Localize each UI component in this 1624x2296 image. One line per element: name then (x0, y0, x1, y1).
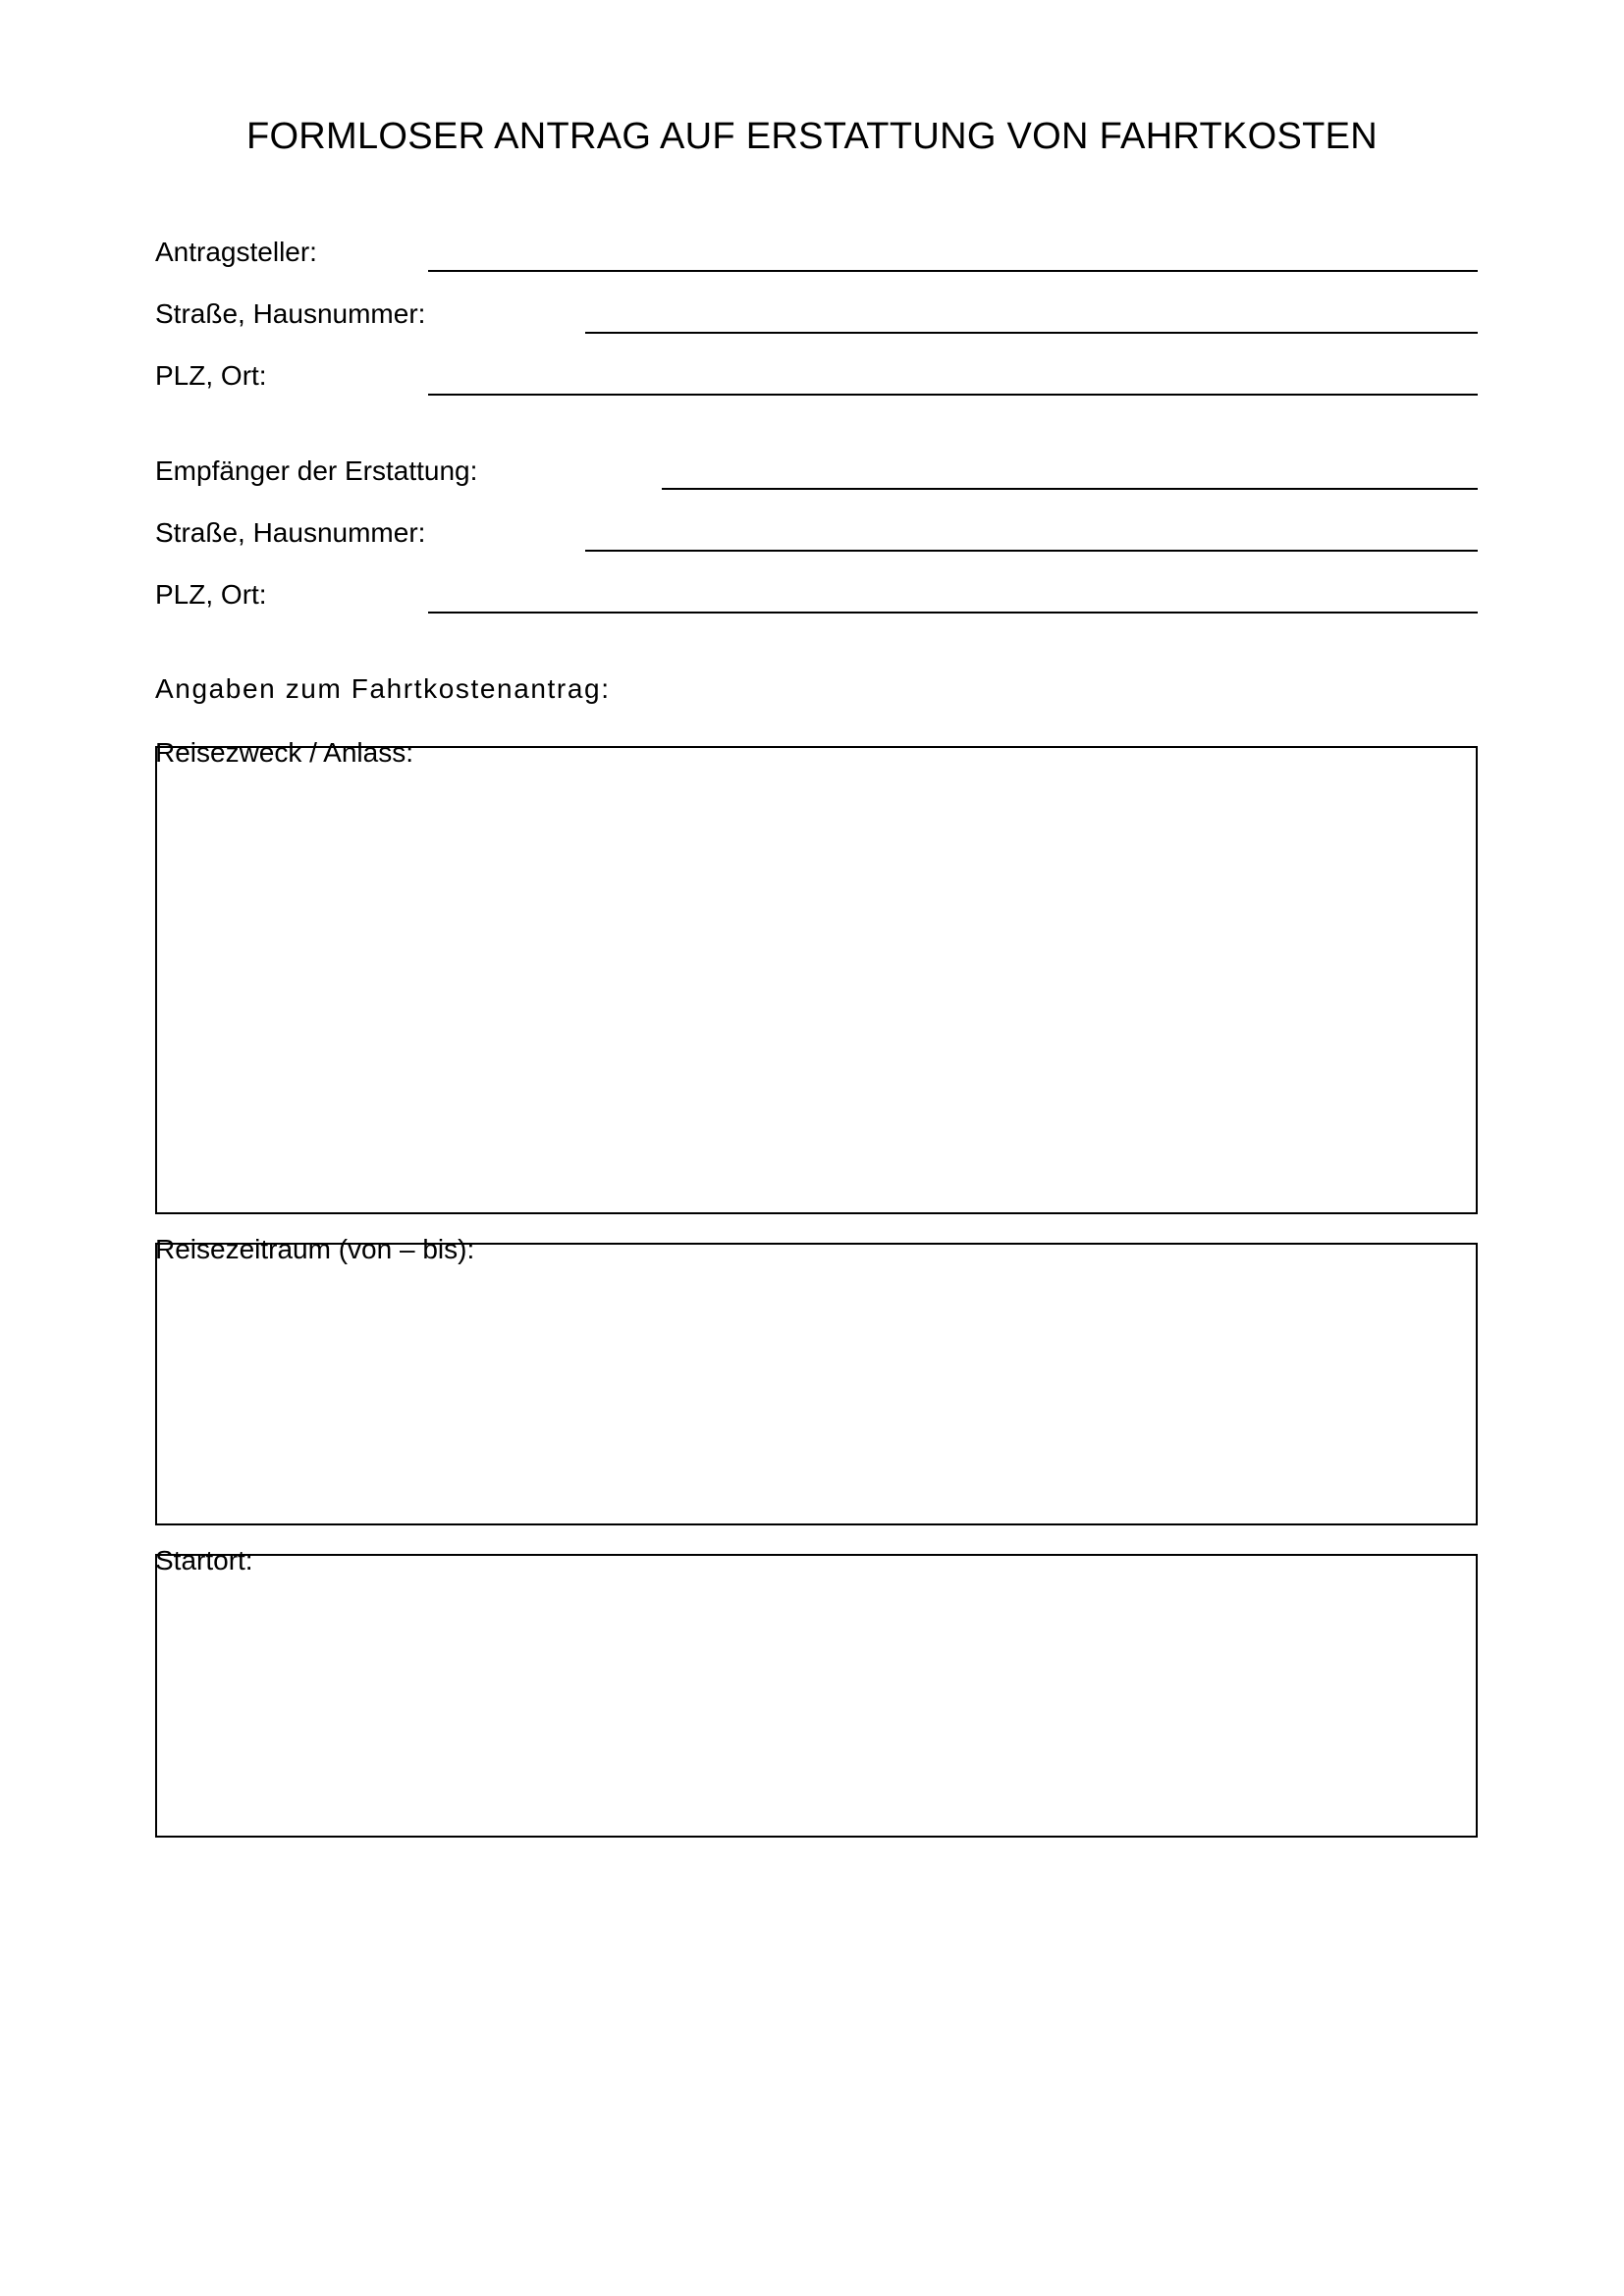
applicant-city-field[interactable] (428, 394, 1478, 396)
applicant-city-label: PLZ, Ort: (155, 360, 267, 391)
recipient-city-field[interactable] (428, 612, 1478, 614)
recipient-name-field[interactable] (662, 488, 1478, 490)
purpose-textbox[interactable] (155, 746, 1478, 1214)
details-heading: Angaben zum Fahrtkostenantrag: (155, 673, 611, 704)
recipient-name-label: Empfänger der Erstattung: (155, 455, 478, 486)
applicant-street-field[interactable] (585, 332, 1478, 334)
recipient-city-label: PLZ, Ort: (155, 579, 267, 610)
recipient-street-field[interactable] (585, 550, 1478, 552)
purpose-label: Reisezweck / Anlass: (155, 737, 413, 768)
applicant-name-label: Antragsteller: (155, 237, 317, 267)
page-title: FORMLOSER ANTRAG AUF ERSTATTUNG VON FAHRTKOSTEN (245, 116, 1379, 157)
recipient-street-label: Straße, Hausnummer: (155, 517, 426, 548)
start-label: Startort: (155, 1545, 253, 1575)
period-textbox[interactable] (155, 1243, 1478, 1525)
applicant-street-label: Straße, Hausnummer: (155, 298, 426, 329)
period-label: Reisezeitraum (von – bis): (155, 1234, 475, 1264)
applicant-name-field[interactable] (428, 270, 1478, 272)
start-textbox[interactable] (155, 1554, 1478, 1838)
